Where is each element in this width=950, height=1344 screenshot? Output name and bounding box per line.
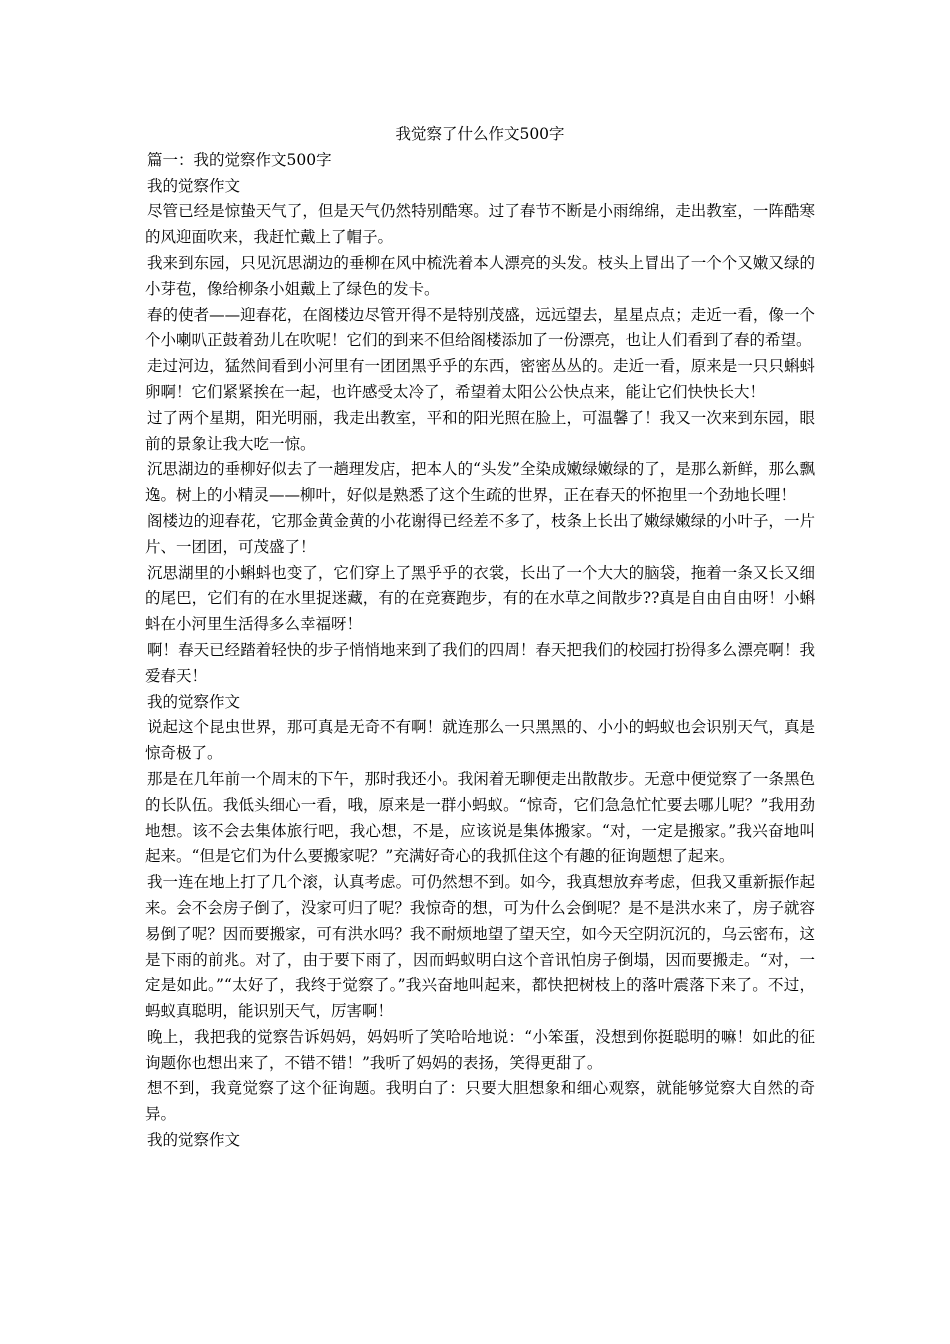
paragraph: 春的使者——迎春花，在阁楼边尽管开得不是特别茂盛，远远望去，星星点点；走近一看，像一个个小喇叭正鼓着劲儿在吹呢！它们的到来不但给阁楼添加了一份漂亮，也让人们看到了春的希望。: [145, 305, 815, 350]
paragraph: 走过河边，猛然间看到小河里有一团团黑乎乎的东西，密密丛丛的。走近一看，原来是一只只蝌蚪卵啊！它们紧紧挨在一起，也许感受太冷了，希望着太阳公公快点来，能让它们快快长大！: [145, 357, 815, 401]
paragraph: 那是在几年前一个周末的下午，那时我还小。我闲着无聊便走出散散步。无意中便觉察了一条黑色的长队伍。我低头细心一看，哦，原来是一群小蚂蚁。“惊奇，它们急急忙忙要去哪儿呢？”我用劲地想。该不会去集体旅行吧，我心想，不是，应该说是集体搬家。“对，一定是搬家。”我兴奋地叫起来。“但是它们为什么要搬家呢？”充满好奇心的我抓住这个有趣的征询题想了起来。: [145, 769, 815, 866]
paragraph: 尽管已经是惊蛰天气了，但是天气仍然特别酷寒。过了春节不断是小雨绵绵，走出教室，一阵酷寒的风迎面吹来，我赶忙戴上了帽子。: [145, 202, 815, 247]
document-body: [145, 122, 815, 1154]
subheading-essay: 我的觉察作文: [147, 692, 241, 711]
heading-essay-one: 篇一：我的觉察作文500字: [147, 150, 332, 169]
paragraph: 说起这个昆虫世界，那可真是无奇不有啊！就连那么一只黑黑的、小小的蚂蚁也会识别天气，真是惊奇极了。: [145, 718, 815, 763]
paragraph: 阁楼边的迎春花，它那金黄金黄的小花谢得已经差不多了，枝条上长出了嫩绿嫩绿的小叶子，一片片、一团团，可茂盛了！: [145, 511, 815, 556]
paragraph: 沉思湖里的小蝌蚪也变了，它们穿上了黑乎乎的衣裳，长出了一个大大的脑袋，拖着一条又长又细的尾巴，它们有的在水里捉迷藏，有的在竞赛跑步，有的在水草之间散步??真是自由自由呀！小蝌蚪在小河里生活得多么幸福呀！: [145, 563, 815, 634]
paragraph: 啊！春天已经踏着轻快的步子悄悄地来到了我们的四周！春天把我们的校园打扮得多么漂亮啊！我爱春天！: [145, 640, 815, 685]
subheading-essay: 我的觉察作文: [147, 176, 241, 195]
subheading-essay: 我的觉察作文: [147, 1131, 241, 1150]
paragraph: 我一连在地上打了几个滚，认真考虑。可仍然想不到。如今，我真想放弃考虑，但我又重新振作起来。会不会房子倒了，没家可归了呢？我惊奇的想，可为什么会倒呢？是不是洪水来了，房子就容易倒了呢？因而要搬家，可有洪水吗？我不耐烦地望了望天空，如今天空阴沉沉的，乌云密布，这是下雨的前兆。对了，由于要下雨了，因而蚂蚁明白这个音讯怕房子倒塌，因而要搬走。“对，一定是如此。”“太好了，我终于觉察了。”我兴奋地叫起来，都快把树枝上的落叶震落下来了。不过，蚂蚁真聪明，能识别天气，厉害啊！: [145, 873, 815, 1021]
paragraph: 沉思湖边的垂柳好似去了一趟理发店，把本人的“头发”全染成嫩绿嫩绿的了，是那么新鲜，那么飘逸。树上的小精灵——柳叶，好似是熟悉了这个生疏的世界，正在春天的怀抱里一个劲地长哩！: [145, 460, 815, 505]
paragraph: 我来到东园，只见沉思湖边的垂柳在风中梳洗着本人漂亮的头发。枝头上冒出了一个个又嫩又绿的小芽苞，像给柳条小姐戴上了绿色的发卡。: [145, 253, 815, 298]
document-title: 我觉察了什么作文500字: [395, 125, 565, 143]
paragraph: 想不到，我竟觉察了这个征询题。我明白了：只要大胆想象和细心观察，就能够觉察大自然的奇异。: [145, 1079, 815, 1124]
paragraph: 晚上，我把我的觉察告诉妈妈，妈妈听了笑哈哈地说：“小笨蛋，没想到你挺聪明的嘛！如此的征询题你也想出来了，不错不错！”我听了妈妈的表扬，笑得更甜了。: [145, 1027, 815, 1072]
paragraph: 过了两个星期，阳光明丽，我走出教室，平和的阳光照在脸上，可温馨了！我又一次来到东园，眼前的景象让我大吃一惊。: [145, 408, 815, 453]
